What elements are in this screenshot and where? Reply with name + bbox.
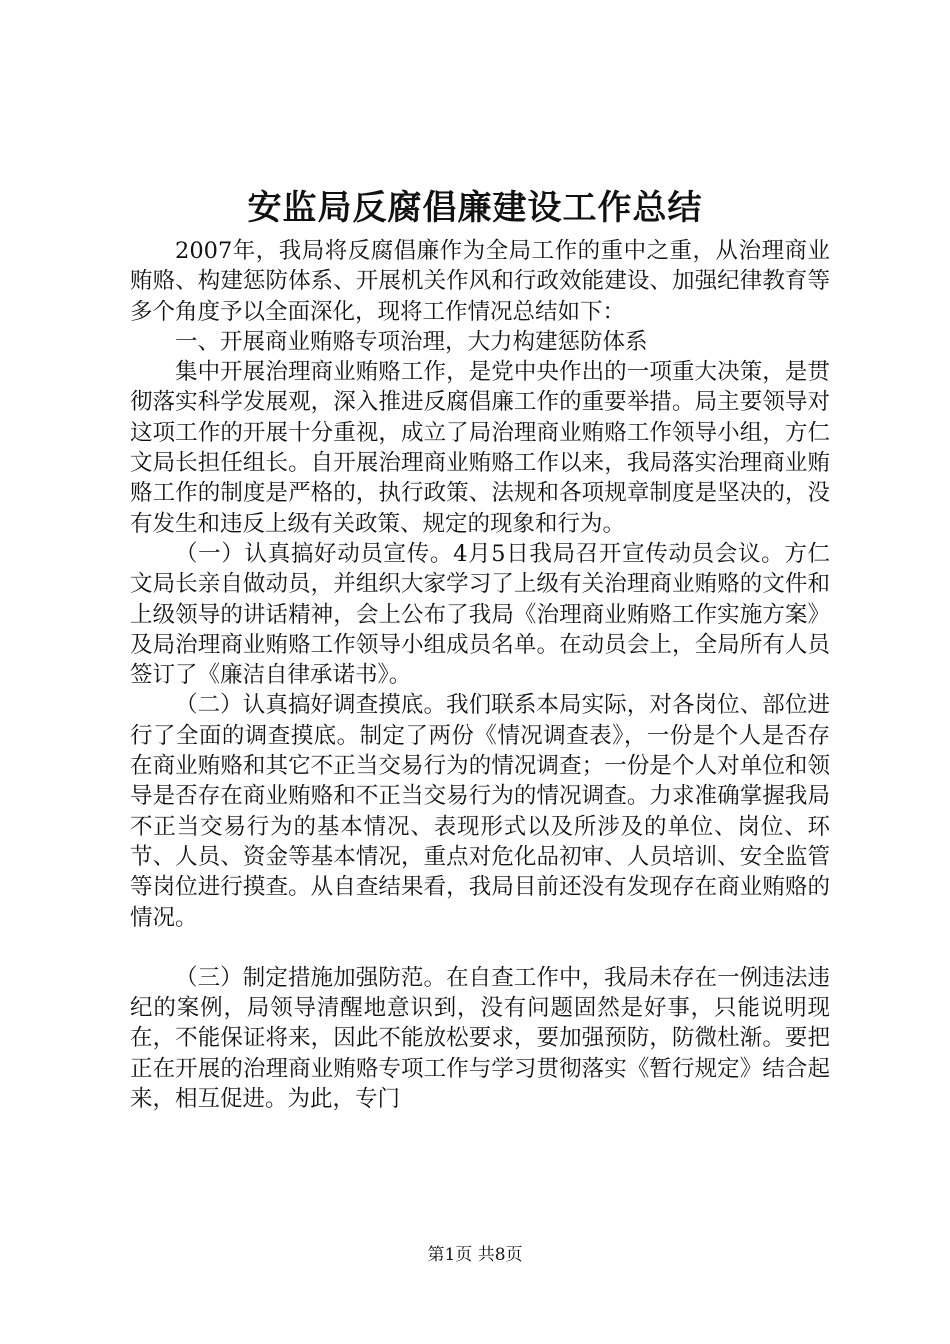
document-title: 安监局反腐倡廉建设工作总结 [247,188,703,228]
intro-paragraph: 2007年，我局将反腐倡廉作为全局工作的重中之重，从治理商业贿赂、构建惩防体系、开展机关作风和行政效能建设、加强纪律教育等多个角度予以全面深化，现将工作情况总结如下： [130,238,830,325]
subsection-paragraph-3: （三）制定措施加强防范。在自查工作中，我局未存在一例违法违纪的案例，局领导清醒地意识到，没有问题固然是好事，只能说明现在，不能保证将来，因此不能放松要求，要加强预防，防微杜渐。要把正在开展的治理商业贿赂专项工作与学习贯彻落实《暂行规定》结合起来，相互促进。为此，专门 [130,964,830,1113]
subsection-paragraph-1: （一）认真搞好动员宣传。4月5日我局召开宣传动员会议。方仁文局长亲自做动员，并组织大家学习了上级有关治理商业贿赂的文件和上级领导的讲话精神，会上公布了我局《治理商业贿赂工作实施方案》及局治理商业贿赂工作领导小组成员名单。在动员会上，全局所有人员签订了《廉洁自律承诺书》。 [130,540,830,689]
document-body [130,236,830,1114]
body-paragraph: 集中开展治理商业贿赂工作，是党中央作出的一项重大决策，是贯彻落实科学发展观，深入推进反腐倡廉工作的重要举措。局主要领导对这项工作的开展十分重视，成立了局治理商业贿赂工作领导小组，方仁文局长担任组长。自开展治理商业贿赂工作以来，我局落实治理商业贿赂工作的制度是严格的，执行政策、法规和各项规章制度是坚决的，没有发生和违反上级有关政策、规定的现象和行为。 [130,359,830,537]
section-heading: 一、开展商业贿赂专项治理，大力构建惩防体系 [175,328,648,355]
subsection-paragraph-2: （二）认真搞好调查摸底。我们联系本局实际，对各岗位、部位进行了全面的调查摸底。制定了两份《情况调查表》，一份是个人是否存在商业贿赂和其它不正当交易行为的情况调查；一份是个人对单位和领导是否存在商业贿赂和不正当交易行为的情况调查。力求准确掌握我局不正当交易行为的基本情况、表现形式以及所涉及的单位、岗位、环节、人员、资金等基本情况，重点对危化品初审、人员培训、安全监管等岗位进行摸查。从自查结果看，我局目前还没有发现存在商业贿赂的情况。 [130,692,830,931]
page-footer: 第1页 共8页 [427,1245,523,1265]
